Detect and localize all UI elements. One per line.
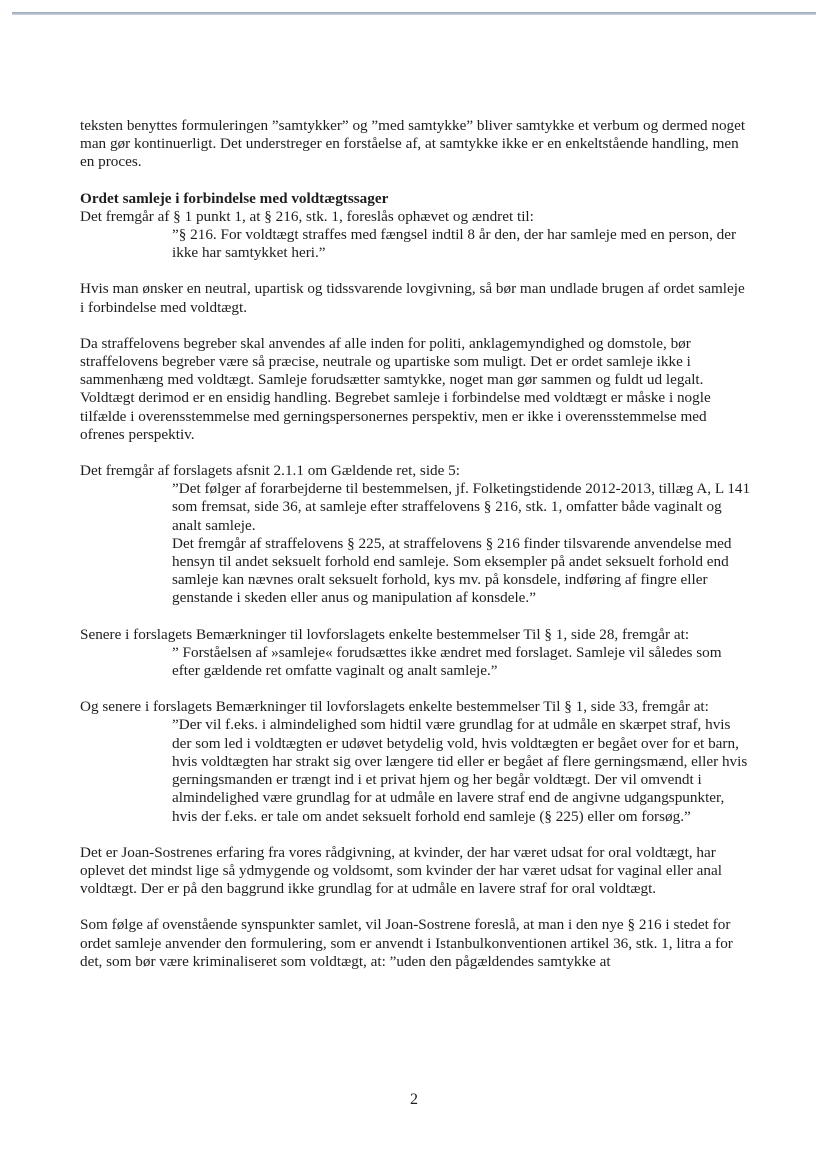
paragraph-side-33: Og senere i forslagets Bemærkninger til lovforslagets enkelte bestemmelser Til § 1, side 33, fremgår at:: [80, 698, 709, 716]
quote-216: ”§ 216. For voldtægt straffes med fængsel indtil 8 år den, der har samleje med en person, der ikke har samtykket heri.”: [172, 226, 737, 262]
paragraph-joan-sostrene: Det er Joan-Sostrenes erfaring fra vores rådgivning, at kvinder, der har været udsat for oral voldtægt, har oplevet det mindst lige så ydmygende og voldsomt, som kvinder der har været udsat for vaginal eller anal voldtægt. Der er på den baggrund ikke grundlag for at udmåle en lavere straf for oral voldtægt.: [80, 843, 722, 898]
paragraph-fremgar-216: Det fremgår af § 1 punkt 1, at § 216, stk. 1, foreslås ophævet og ændret til:: [80, 207, 534, 225]
paragraph-begreber: Da straffelovens begreber skal anvendes af alle inden for politi, anklagemyndighed og domstole, bør straffelovens begreber være så præcise, neutrale og upartiske som muligt. Det er ordet samleje ikke i sammenhæng med voldtægt. Samleje forudsætter samtykke, noget man gør sammen og fuldt ud legalt. Voldtægt derimod er en ensidig handling. Begrebet samleje i forbindelse med voldtægt er måske i nogle tilfælde i overensstemmelse med gerningspersonernes perspektiv, men er ikke i overensstemmelse med ofrenes perspektiv.: [80, 334, 711, 443]
page-number: 2: [410, 1091, 418, 1108]
quote-forarbejder: ”Det følger af forarbejderne til bestemmelsen, jf. Folketingstidende 2012-2013, tillæg A, L 141 som fremsat, side 36, at samleje efter straffelovens § 216, stk. 1, omfatter både vaginalt og analt samleje.: [172, 480, 751, 534]
paragraph-side-28: Senere i forslagets Bemærkninger til lovforslagets enkelte bestemmelser Til § 1, side 28, fremgår at:: [80, 625, 690, 643]
paragraph-neutral: Hvis man ønsker en neutral, upartisk og tidssvarende lovgivning, så bør man undlade brugen af ordet samleje i forbindelse med voldtægt.: [80, 280, 745, 316]
document-page: [80, 117, 752, 989]
scan-top-edge: [12, 12, 816, 15]
section-heading: Ordet samleje i forbindelse med voldtægtssager: [80, 189, 389, 207]
paragraph-som-folge: Som følge af ovenstående synspunkter samlet, vil Joan-Sostrene foreslå, at man i den nye § 216 i stedet for ordet samleje anvender den formulering, som er anvendt i Istanbulkonventionen artikel 36, stk. 1, litra a for det, som bør være kriminaliseret som voldtægt, at: ”uden den pågældendes samtykke at: [80, 916, 733, 970]
paragraph-afsnit: Det fremgår af forslagets afsnit 2.1.1 om Gældende ret, side 5:: [80, 462, 460, 480]
quote-side-28: ” Forståelsen af »samleje« forudsættes ikke ændret med forslaget. Samleje vil således som efter gældende ret omfatte vaginalt og analt samleje.”: [172, 643, 722, 680]
paragraph-intro: teksten benyttes formuleringen ”samtykker” og ”med samtykke” bliver samtykke et verbum og dermed noget man gør kontinuerligt. Det understreger en forståelse af, at samtykke ikke er en enkeltstående handling, men en proces.: [80, 117, 746, 171]
quote-225: Det fremgår af straffelovens § 225, at straffelovens § 216 finder tilsvarende anvendelse med hensyn til andet seksuelt forhold end samleje. Som eksempler på andet seksuelt forhold end samleje kan nævnes oralt seksuelt forhold, kys mv. på konsdele, indføring af fingre eller genstande i skeden eller anus og manipulation af konsdele.”: [172, 534, 732, 607]
quote-side-33: ”Der vil f.eks. i almindelighed som hidtil være grundlag for at udmåle en skærpet straf, hvis der som led i voldtægten er udøvet betydelig vold, hvis voldtægten er begået over for et barn, hvis voldtægten har strakt sig over længere tid eller er begået af flere gerningsmænd, eller hvis gerningsmanden er trængt ind i et privat hjem og her begår voldtægt. Der vil omvendt i almindelighed være grundlag for at udmåle en lavere straf end de angivne udgangspunkter, hvis der f.eks. er tale om andet seksuelt forhold end samleje (§ 225) eller om forsøg.”: [172, 716, 748, 825]
